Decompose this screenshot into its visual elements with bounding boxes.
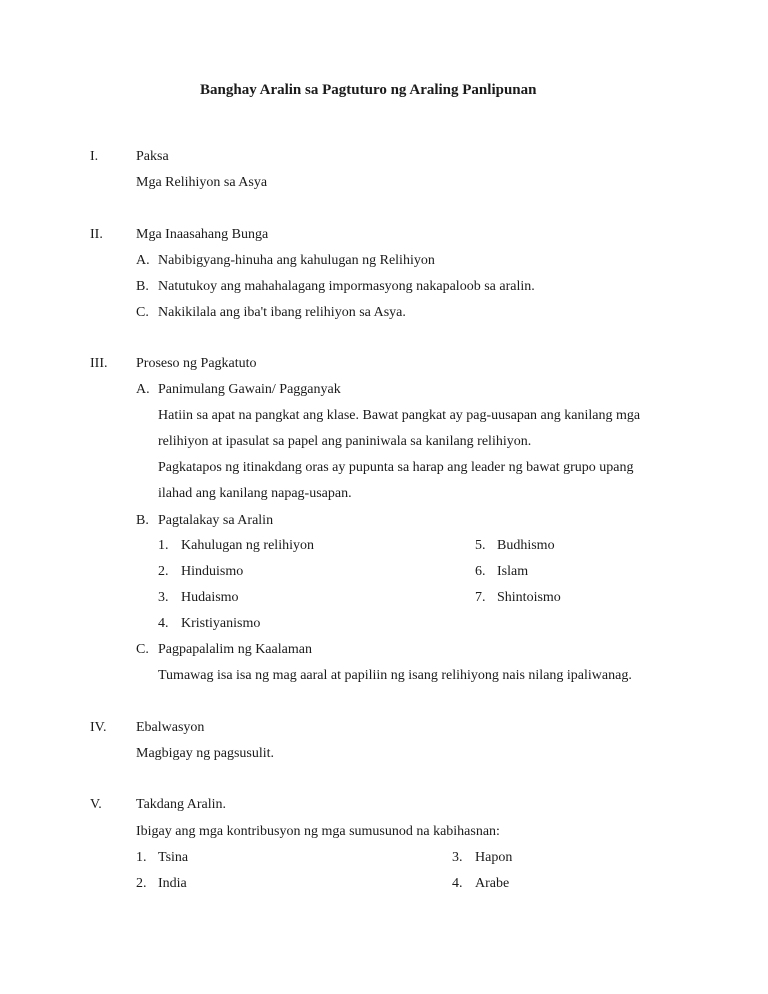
- list-number: 6.: [475, 564, 486, 579]
- section-numeral: I.: [90, 149, 99, 164]
- subsection-label: C.: [136, 642, 149, 657]
- paragraph-line: relihiyon at ipasulat sa papel ang paniniwala sa kanilang relihiyon.: [158, 434, 532, 449]
- section-heading-proseso: Proseso ng Pagkatuto: [136, 356, 257, 371]
- section-numeral: IV.: [90, 720, 107, 735]
- list-item: Tsina: [158, 850, 189, 865]
- list-number: 4.: [158, 616, 169, 631]
- paragraph-line: Hatiin sa apat na pangkat ang klase. Bawat pangkat ay pag-uusapan ang kanilang mga: [158, 408, 641, 423]
- list-item: Budhismo: [497, 538, 555, 553]
- paragraph-line: Pagkatapos ng itinakdang oras ay pupunta sa harap ang leader ng bawat grupo upang: [158, 460, 634, 475]
- list-item: Hinduismo: [181, 564, 244, 579]
- list-item: Natutukoy ang mahahalagang impormasyong nakapaloob sa aralin.: [158, 279, 535, 294]
- section-heading-paksa: Paksa: [136, 149, 169, 164]
- list-number: 1.: [136, 850, 147, 865]
- list-item: Kristiyanismo: [181, 616, 261, 631]
- list-item: Islam: [497, 564, 529, 579]
- list-item: Kahulugan ng relihiyon: [181, 538, 314, 553]
- list-number: 5.: [475, 538, 486, 553]
- list-number: 4.: [452, 876, 463, 891]
- list-number: 3.: [452, 850, 463, 865]
- section-numeral: II.: [90, 227, 103, 242]
- list-label: B.: [136, 279, 149, 294]
- list-item: Hudaismo: [181, 590, 239, 605]
- list-label: C.: [136, 305, 149, 320]
- list-item: Nakikilala ang iba't ibang relihiyon sa Asya.: [158, 305, 406, 320]
- list-item: Hapon: [475, 850, 513, 865]
- list-item: India: [158, 876, 187, 891]
- list-number: 2.: [136, 876, 147, 891]
- paragraph-line: ilahad ang kanilang napag-usapan.: [158, 486, 352, 501]
- subsection-heading: Pagpapalalim ng Kaalaman: [158, 642, 312, 657]
- section-heading-ebalwasyon: Ebalwasyon: [136, 720, 205, 735]
- section-heading-inaasahang-bunga: Mga Inaasahang Bunga: [136, 227, 269, 242]
- section-numeral: V.: [90, 797, 102, 812]
- subsection-label: B.: [136, 513, 149, 528]
- section-content: Magbigay ng pagsusulit.: [136, 746, 275, 761]
- subsection-label: A.: [136, 382, 150, 397]
- list-number: 2.: [158, 564, 169, 579]
- list-item: Shintoismo: [497, 590, 561, 605]
- list-number: 1.: [158, 538, 169, 553]
- subsection-heading: Panimulang Gawain/ Pagganyak: [158, 382, 341, 397]
- list-item: Arabe: [475, 876, 510, 891]
- list-number: 7.: [475, 590, 486, 605]
- paragraph-line: Tumawag isa isa ng mag aaral at papiliin ng isang relihiyong nais nilang ipaliwanag.: [158, 668, 632, 683]
- section-heading-takdang-aralin: Takdang Aralin.: [136, 797, 226, 812]
- section-content: Mga Relihiyon sa Asya: [136, 175, 268, 190]
- section-content: Ibigay ang mga kontribusyon ng mga sumusunod na kabihasnan:: [136, 824, 500, 839]
- subsection-heading: Pagtalakay sa Aralin: [158, 513, 274, 528]
- list-number: 3.: [158, 590, 169, 605]
- list-label: A.: [136, 253, 150, 268]
- section-numeral: III.: [90, 356, 108, 371]
- list-item: Nabibigyang-hinuha ang kahulugan ng Relihiyon: [158, 253, 435, 268]
- page-title: Banghay Aralin sa Pagtuturo ng Araling Panlipunan: [200, 82, 537, 98]
